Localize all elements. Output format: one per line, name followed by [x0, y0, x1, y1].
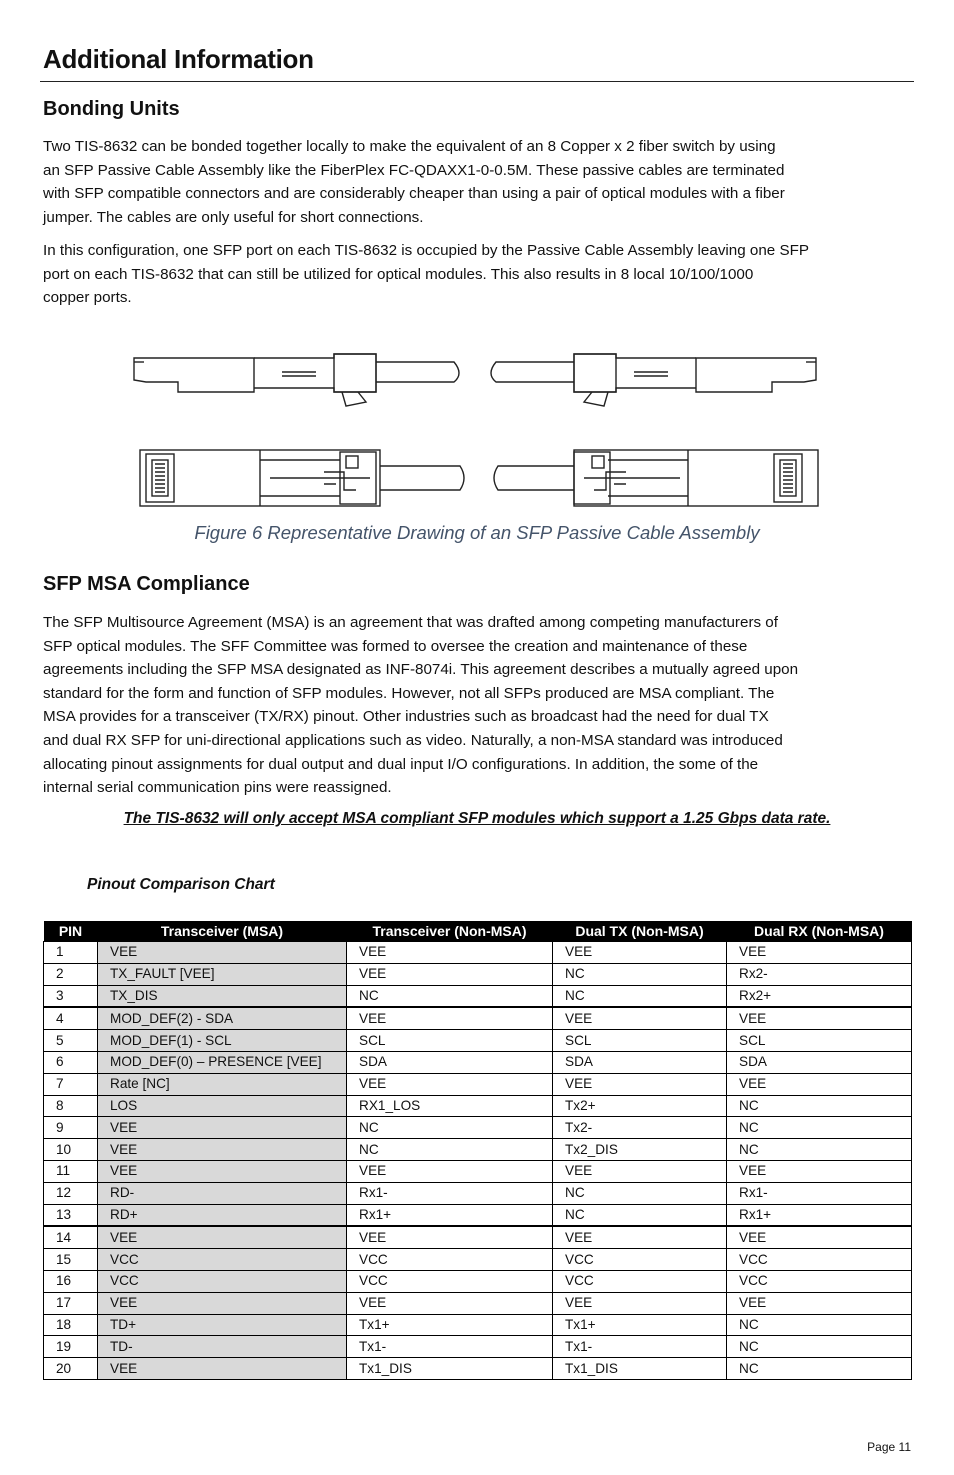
table-row [44, 1073, 912, 1095]
table-header-row [44, 921, 912, 942]
table-cell: Rx2- [727, 963, 912, 985]
table-cell: RD- [98, 1182, 347, 1204]
table-cell: VEE [98, 942, 347, 964]
table-row [44, 1160, 912, 1182]
table-cell: MOD_DEF(1) - SCL [98, 1030, 347, 1052]
pin-number-cell: 2 [44, 963, 98, 985]
bonding-paragraph-1 [43, 135, 913, 229]
table-cell: RX1_LOS [347, 1095, 553, 1117]
text-line: In this configuration, one SFP port on each TIS-8632 is occupied by the Passive Cable Assembly leaving one SFP [43, 242, 810, 259]
table-cell: TX_FAULT [VEE] [98, 963, 347, 985]
pin-number-cell: 19 [44, 1336, 98, 1358]
table-cell: VEE [727, 1160, 912, 1182]
text-line: allocating pinout assignments for dual output and dual input I/O configurations. In addition, the some of the [43, 755, 759, 773]
pin-number-cell: 12 [44, 1182, 98, 1204]
table-cell: VEE [347, 1007, 553, 1029]
table-cell: VEE [727, 1292, 912, 1314]
table-cell: Rx1+ [347, 1204, 553, 1226]
table-cell: Tx2_DIS [553, 1139, 727, 1161]
pin-number-cell: 13 [44, 1204, 98, 1226]
table-cell: Tx2+ [553, 1095, 727, 1117]
pin-number-cell: 6 [44, 1051, 98, 1073]
table-cell: VCC [98, 1270, 347, 1292]
pin-number-cell: 10 [44, 1139, 98, 1161]
table-cell: VEE [98, 1226, 347, 1248]
pin-number-cell: 11 [44, 1160, 98, 1182]
table-cell: VCC [347, 1249, 553, 1271]
table-cell: VEE [347, 963, 553, 985]
column-header-pin: PIN [44, 921, 98, 942]
text-line: copper ports. [43, 289, 132, 307]
table-row [44, 1051, 912, 1073]
table-cell: Rate [NC] [98, 1073, 347, 1095]
table-cell: NC [347, 985, 553, 1007]
table-cell: MOD_DEF(0) – PRESENCE [VEE] [98, 1051, 347, 1073]
text-line: port on each TIS-8632 that can still be utilized for optical modules. This also results in 8 local 10/100/1000 [43, 265, 754, 283]
page-number: Page 11 [867, 1440, 911, 1454]
text-line: an SFP Passive Cable Assembly like the FiberPlex FC-QDAXX1-0-0.5M. These passive cables are terminated [43, 161, 785, 179]
table-cell: Tx1+ [347, 1314, 553, 1336]
table-cell: VEE [347, 1073, 553, 1095]
table-cell: MOD_DEF(2) - SDA [98, 1007, 347, 1029]
text-line: standard for the form and function of SFP modules. However, not all SFPs produced are MSA compliant. The [43, 684, 775, 702]
table-cell: Rx1+ [727, 1204, 912, 1226]
table-cell: NC [347, 1139, 553, 1161]
table-cell: VEE [347, 1292, 553, 1314]
table-cell: NC [727, 1314, 912, 1336]
table-cell: NC [727, 1139, 912, 1161]
table-cell: VEE [98, 1292, 347, 1314]
table-cell: SCL [553, 1030, 727, 1052]
table-cell: NC [727, 1117, 912, 1139]
table-row [44, 1249, 912, 1271]
table-cell: VEE [98, 1160, 347, 1182]
table-cell: NC [727, 1336, 912, 1358]
table-cell: VEE [98, 1139, 347, 1161]
table-cell: NC [553, 985, 727, 1007]
column-header-transceiver-msa: Transceiver (MSA) [98, 921, 347, 942]
pin-number-cell: 17 [44, 1292, 98, 1314]
table-cell: SCL [347, 1030, 553, 1052]
table-cell: VEE [727, 1007, 912, 1029]
table-cell: Tx1_DIS [347, 1358, 553, 1380]
pinout-chart-title: Pinout Comparison Chart [87, 876, 275, 893]
column-header-transceiver-non-msa: Transceiver (Non-MSA) [347, 921, 553, 942]
table-cell: VCC [347, 1270, 553, 1292]
text-line: agreements including the SFP MSA designated as INF-8074i. This agreement describes a mutually agreed upon [43, 661, 799, 679]
msa-compliance-notice: The TIS-8632 will only accept MSA compliant SFP modules which support a 1.25 Gbps data rate. [123, 810, 831, 827]
table-cell: TD- [98, 1336, 347, 1358]
pin-number-cell: 5 [44, 1030, 98, 1052]
table-row [44, 942, 912, 964]
table-cell: VEE [553, 1007, 727, 1029]
text-line: and dual RX SFP for uni-directional applications such as video. Naturally, a non-MSA standard was introduced [43, 731, 783, 749]
text-line: The SFP Multisource Agreement (MSA) is an agreement that was drafted among competing manufacturers of [43, 614, 778, 631]
sfp-side-view-right [491, 354, 816, 406]
table-cell: VEE [553, 942, 727, 964]
table-cell: VCC [553, 1249, 727, 1271]
page-title: Additional Information [43, 44, 314, 74]
table-cell: SDA [347, 1051, 553, 1073]
pin-number-cell: 3 [44, 985, 98, 1007]
table-row [44, 985, 912, 1007]
pin-number-cell: 7 [44, 1073, 98, 1095]
pinout-table-body [44, 942, 912, 1380]
bonding-paragraph-2 [43, 239, 913, 310]
table-cell: Tx1- [553, 1336, 727, 1358]
text-line: SFP optical modules. The SFF Committee was formed to oversee the creation and maintenance of these [43, 637, 748, 655]
column-header-dual-rx: Dual RX (Non-MSA) [727, 921, 912, 942]
table-cell: NC [347, 1117, 553, 1139]
table-cell: VEE [347, 1160, 553, 1182]
table-cell: VEE [347, 1226, 553, 1248]
table-cell: VCC [553, 1270, 727, 1292]
msa-paragraph [43, 611, 913, 800]
table-row [44, 963, 912, 985]
table-row [44, 1358, 912, 1380]
table-row [44, 1095, 912, 1117]
table-row [44, 1117, 912, 1139]
pin-number-cell: 1 [44, 942, 98, 964]
pin-number-cell: 14 [44, 1226, 98, 1248]
table-cell: VCC [98, 1249, 347, 1271]
table-cell: VEE [727, 1226, 912, 1248]
pinout-comparison-table [43, 921, 912, 1380]
table-row [44, 1139, 912, 1161]
table-cell: Rx1- [347, 1182, 553, 1204]
table-row [44, 1030, 912, 1052]
text-line: internal serial communication pins were reassigned. [43, 779, 392, 797]
table-cell: VEE [347, 942, 553, 964]
msa-heading: SFP MSA Compliance [43, 573, 250, 595]
table-cell: Tx1+ [553, 1314, 727, 1336]
table-row [44, 1226, 912, 1248]
bonding-heading: Bonding Units [43, 98, 180, 120]
table-cell: NC [553, 1204, 727, 1226]
column-header-dual-tx: Dual TX (Non-MSA) [553, 921, 727, 942]
table-cell: VEE [553, 1073, 727, 1095]
table-row [44, 1007, 912, 1029]
table-cell: LOS [98, 1095, 347, 1117]
table-cell: TD+ [98, 1314, 347, 1336]
pin-number-cell: 20 [44, 1358, 98, 1380]
title-rule [40, 81, 914, 82]
table-cell: RD+ [98, 1204, 347, 1226]
table-cell: TX_DIS [98, 985, 347, 1007]
table-cell: SDA [553, 1051, 727, 1073]
table-cell: NC [727, 1358, 912, 1380]
text-line: Two TIS-8632 can be bonded together locally to make the equivalent of an 8 Copper x 2 fiber switch by using [43, 138, 776, 155]
table-cell: VEE [727, 942, 912, 964]
pin-number-cell: 15 [44, 1249, 98, 1271]
table-row [44, 1270, 912, 1292]
pin-number-cell: 8 [44, 1095, 98, 1117]
table-cell: VEE [553, 1226, 727, 1248]
table-row [44, 1292, 912, 1314]
table-cell: Rx2+ [727, 985, 912, 1007]
text-line: MSA provides for a transceiver (TX/RX) pinout. Other industries such as broadcast had the need for dual TX [43, 708, 769, 726]
table-cell: Tx2- [553, 1117, 727, 1139]
sfp-side-view-left [134, 354, 459, 406]
table-cell: SDA [727, 1051, 912, 1073]
pin-number-cell: 4 [44, 1007, 98, 1029]
sfp-top-view-right [494, 450, 818, 506]
table-cell: VEE [98, 1358, 347, 1380]
table-cell: NC [553, 963, 727, 985]
sfp-cable-drawing [120, 340, 830, 520]
pin-number-cell: 9 [44, 1117, 98, 1139]
pin-number-cell: 16 [44, 1270, 98, 1292]
text-line: with SFP compatible connectors and are considerably cheaper than using a pair of optical modules with a fiber [43, 185, 785, 203]
table-cell: SCL [727, 1030, 912, 1052]
sfp-top-view-left [140, 450, 464, 506]
table-cell: NC [553, 1182, 727, 1204]
pin-number-cell: 18 [44, 1314, 98, 1336]
table-cell: VCC [727, 1270, 912, 1292]
table-cell: VEE [98, 1117, 347, 1139]
table-row [44, 1182, 912, 1204]
sfp-cable-illustration [120, 340, 830, 520]
table-row [44, 1336, 912, 1358]
table-cell: VEE [553, 1292, 727, 1314]
table-cell: VEE [553, 1160, 727, 1182]
text-line: jumper. The cables are only useful for short connections. [43, 208, 424, 226]
table-cell: VEE [727, 1073, 912, 1095]
table-cell: Tx1- [347, 1336, 553, 1358]
table-cell: VCC [727, 1249, 912, 1271]
table-cell: NC [727, 1095, 912, 1117]
table-row [44, 1204, 912, 1226]
table-cell: Tx1_DIS [553, 1358, 727, 1380]
table-row [44, 1314, 912, 1336]
figure-caption: Figure 6 Representative Drawing of an SFP Passive Cable Assembly [194, 522, 760, 543]
table-cell: Rx1- [727, 1182, 912, 1204]
